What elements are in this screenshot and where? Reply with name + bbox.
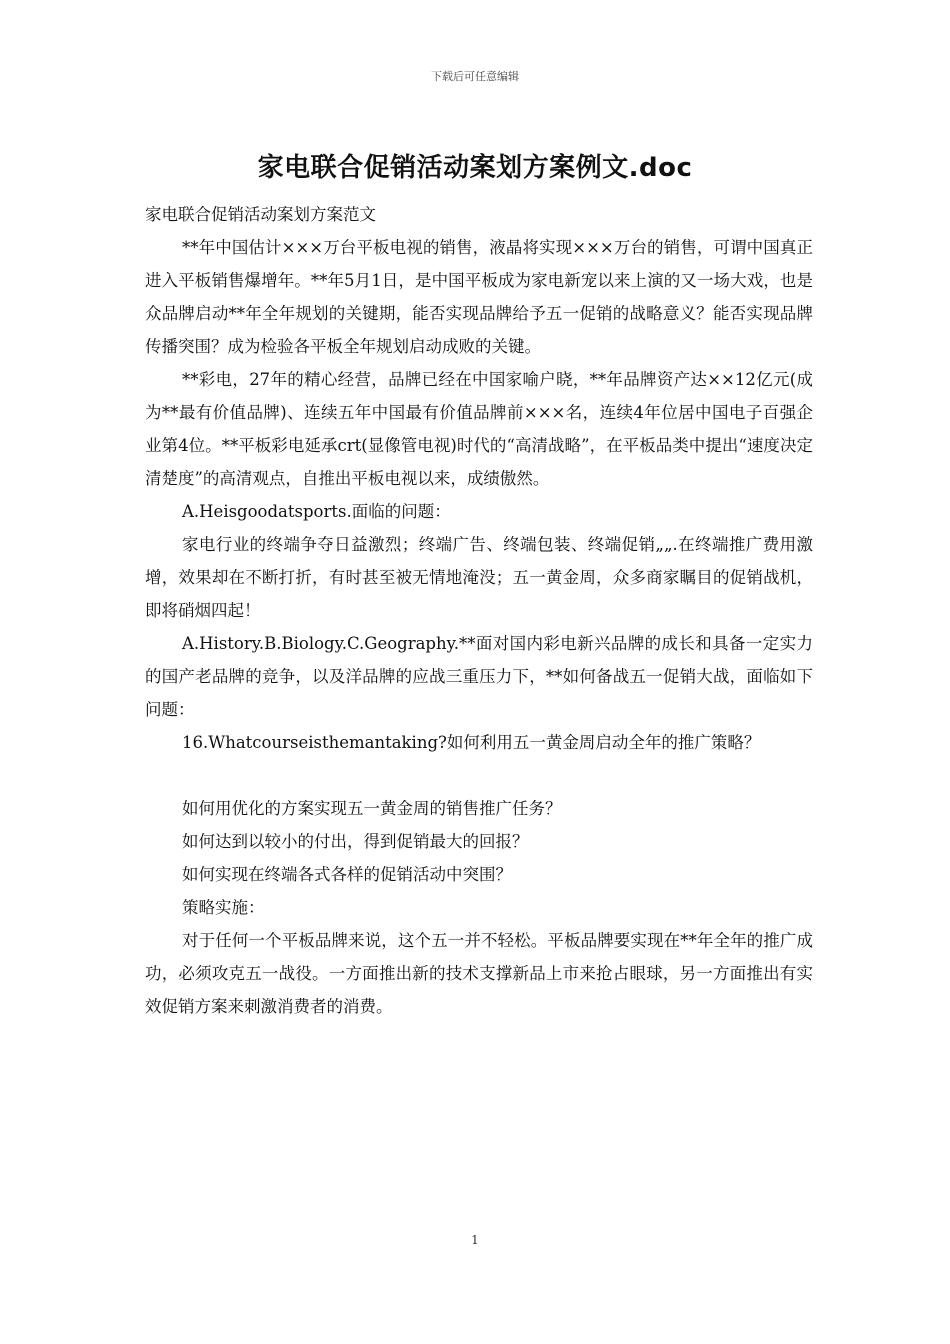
body-paragraph: 如何用优化的方案实现五一黄金周的销售推广任务？ [182, 799, 562, 818]
body-paragraph: 对于任何一个平板品牌来说，这个五一并不轻松。平板品牌要实现在**年全年的推广成功，必须攻克五一战役。一方面推出新的技术支撑新品上市来抢占眼球，另一方面推出有实效促销方案来刺激消费者的消费。 [145, 931, 813, 1016]
document-body [145, 198, 813, 1023]
body-paragraph: 如何实现在终端各式各样的促销活动中突围？ [182, 865, 512, 884]
body-paragraph: **彩电，27年的精心经营，品牌已经在中国家喻户晓，**年品牌资产达××12亿元(成为**最有价值品牌)、连续五年中国最有价值品牌前×××名，连续4年位居中国电子百强企业第4位。**平板彩电延承crt(显像管电视)时代的“高清战略”，在平板品类中提出“速度决定清楚度”的高清观点，自推出平板电视以来，成绩傲然。 [145, 370, 813, 488]
body-paragraph: 16.Whatcourseisthemantaking?如何利用五一黄金周启动全年的推广策略？ [182, 733, 761, 752]
page-number: 1 [471, 1233, 479, 1247]
body-paragraph: **年中国估计×××万台平板电视的销售，液晶将实现×××万台的销售，可谓中国真正进入平板销售爆增年。**年5月1日，是中国平板成为家电新宠以来上演的又一场大戏，也是众品牌启动**年全年规划的关键期，能否实现品牌给予五一促销的战略意义？能否实现品牌传播突围？成为检验各平板全年规划启动成败的关键。 [145, 238, 813, 356]
body-paragraph: 如何达到以较小的付出，得到促销最大的回报？ [182, 832, 529, 851]
page-header-note: 下载后可任意编辑 [431, 70, 519, 83]
body-paragraph: A.History.B.Biology.C.Geography.**面对国内彩电新兴品牌的成长和具备一定实力的国产老品牌的竞争，以及洋品牌的应战三重压力下，**如何备战五一促销大战，面临如下问题： [145, 634, 813, 719]
body-paragraph: 家电行业的终端争夺日益激烈；终端广告、终端包装、终端促销„„.在终端推广费用激增，效果却在不断打折，有时甚至被无情地淹没；五一黄金周，众多商家瞩目的促销战机，即将硝烟四起！ [145, 535, 813, 620]
document-title: 家电联合促销活动案划方案例文.doc [257, 153, 693, 183]
subtitle-paragraph: 家电联合促销活动案划方案范文 [145, 205, 376, 224]
body-paragraph: 策略实施： [182, 898, 265, 917]
body-paragraph: A.Heisgoodatsports.面临的问题： [182, 502, 451, 521]
